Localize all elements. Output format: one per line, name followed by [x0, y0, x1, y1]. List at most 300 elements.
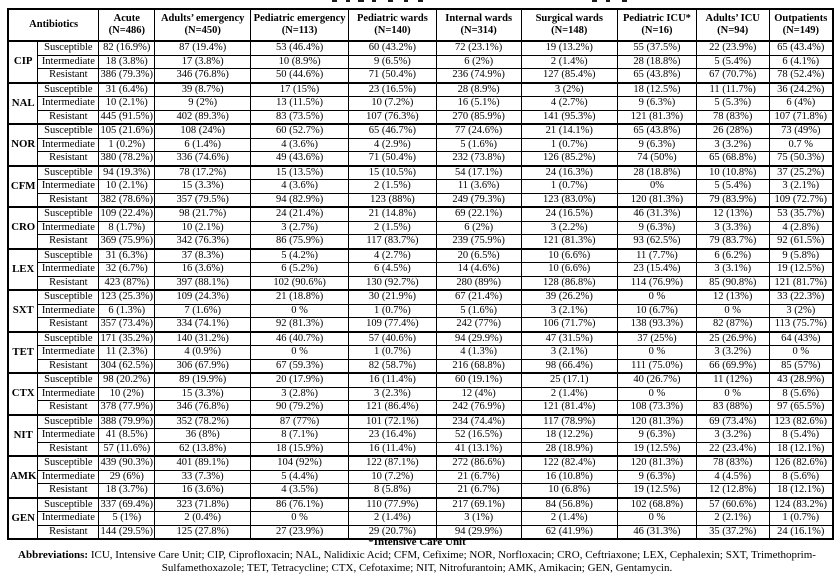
data-cell: 4 (4.5%): [696, 470, 769, 484]
category-cell: Resistant: [38, 401, 99, 415]
data-cell: 401 (89.1%): [155, 456, 251, 470]
data-cell: 83 (73.5%): [251, 110, 349, 124]
data-cell: 111 (75.0%): [618, 359, 697, 373]
table-body: [8, 41, 833, 539]
data-cell: 249 (79.3%): [436, 193, 521, 207]
data-cell: 110 (77.9%): [349, 498, 437, 512]
category-cell: Resistant: [38, 442, 99, 456]
data-cell: 97 (65.5%): [769, 401, 833, 415]
table-row: [8, 166, 833, 180]
antibiotic-abbr-SXT: SXT: [8, 290, 38, 332]
data-cell: 41 (13.1%): [436, 442, 521, 456]
data-cell: 22 (23.4%): [696, 442, 769, 456]
data-cell: 232 (73.8%): [436, 152, 521, 166]
data-cell: 98 (66.4%): [521, 359, 618, 373]
data-cell: 3 (2.2%): [521, 221, 618, 235]
table-row: [8, 207, 833, 221]
data-cell: 10 (2.1%): [99, 180, 155, 194]
data-cell: 171 (35.2%): [100, 332, 154, 344]
data-cell: 125 (27.8%): [155, 525, 251, 539]
data-cell: 9 (2%): [155, 97, 251, 111]
antibiotic-abbr-CTX: CTX: [8, 373, 38, 415]
data-cell: 334 (74.1%): [155, 318, 251, 332]
category-cell: Resistant: [38, 152, 99, 166]
data-cell: 3 (2.1%): [521, 346, 618, 360]
data-cell: 26 (28%): [696, 124, 769, 138]
data-cell: 107 (71.8%): [769, 110, 833, 124]
data-cell: 8 (5.4%): [769, 429, 833, 443]
data-cell: 69 (73.4%): [696, 415, 769, 429]
category-cell: Intermediate: [38, 304, 99, 318]
data-cell: 2 (1.5%): [349, 221, 437, 235]
data-cell: 65 (43.8%): [618, 69, 697, 83]
data-cell: 346 (76.8%): [155, 401, 251, 415]
data-cell: 60 (19.1%): [436, 373, 521, 387]
data-cell: 323 (71.8%): [155, 498, 251, 512]
col-header-4: Pediatric wards (N=140): [349, 9, 437, 41]
data-cell: 280 (89%): [436, 276, 521, 290]
data-cell: 3 (2.3%): [349, 387, 437, 401]
category-cell: Resistant: [38, 235, 99, 249]
category-cell: Resistant: [38, 525, 99, 539]
category-cell: Intermediate: [38, 221, 99, 235]
data-cell: 9 (6.3%): [618, 97, 697, 111]
category-cell: Intermediate: [38, 55, 99, 69]
data-cell: 18 (3.8%): [99, 55, 155, 69]
data-cell: 117 (78.9%): [521, 415, 618, 429]
category-cell: Resistant: [38, 276, 99, 290]
data-cell: 4 (2.9%): [349, 138, 437, 152]
data-cell: 10 (6.6%): [521, 263, 618, 277]
data-cell: 2 (0.4%): [155, 512, 251, 526]
data-cell: 5 (4.2%): [251, 249, 349, 263]
data-cell: 0%: [618, 180, 697, 194]
data-cell: 0 %: [618, 290, 697, 304]
data-cell: 69 (22.1%): [436, 207, 521, 221]
antibiotic-abbr-NIT: NIT: [8, 415, 38, 457]
table-row: [8, 456, 833, 470]
data-cell: 65 (46.7%): [349, 124, 437, 138]
data-cell: 46 (31.3%): [618, 525, 697, 539]
data-cell: 18 (12.1%): [769, 484, 833, 498]
data-cell: 1 (0.7%): [521, 180, 618, 194]
antibiotic-resistance-table: [7, 8, 834, 540]
data-cell: 108 (24%): [155, 124, 251, 138]
data-cell: 37 (25.2%): [769, 166, 833, 180]
data-cell: 37 (8.3%): [155, 249, 251, 263]
data-cell: 83 (88%): [696, 401, 769, 415]
data-cell: 52 (16.5%): [436, 429, 521, 443]
data-cell: 114 (76.9%): [618, 276, 697, 290]
data-cell: 78 (83%): [696, 110, 769, 124]
data-cell: 3 (2%): [521, 83, 618, 97]
data-cell: 3 (2.8%): [251, 387, 349, 401]
category-cell: Intermediate: [38, 263, 99, 277]
table-row: [8, 97, 833, 111]
table-header: [8, 9, 833, 41]
table-row: [8, 235, 833, 249]
data-cell: 19 (12.5%): [618, 484, 697, 498]
category-cell: Resistant: [38, 110, 99, 124]
data-cell: 6 (2%): [436, 221, 521, 235]
data-cell: 121 (81.3%): [618, 110, 697, 124]
category-cell: Susceptible: [38, 415, 99, 429]
data-cell: 89 (19.9%): [155, 373, 251, 387]
table-row: [8, 304, 833, 318]
data-cell: 17 (15%): [251, 83, 349, 97]
col-header-1: Acute (N=486): [99, 9, 155, 41]
category-cell: Susceptible: [38, 207, 99, 221]
data-cell: 306 (67.9%): [155, 359, 251, 373]
data-cell: 236 (74.9%): [436, 69, 521, 83]
data-cell: 98 (20.2%): [99, 373, 155, 387]
table-row: [8, 373, 833, 387]
data-cell: 3 (3.2%): [696, 138, 769, 152]
data-cell: 15 (10.5%): [349, 166, 437, 180]
category-cell: Susceptible: [38, 41, 99, 55]
data-cell: 31 (6.4%): [99, 83, 155, 97]
data-cell: 10 (7.2%): [349, 97, 437, 111]
data-cell: 4 (2.7%): [349, 249, 437, 263]
data-cell: 43 (28.9%): [769, 373, 833, 387]
data-cell: 6 (1.4%): [155, 138, 251, 152]
data-cell: 1 (0.7%): [769, 512, 833, 526]
data-cell: 57 (11.6%): [99, 442, 155, 456]
antibiotic-abbr-GEN: GEN: [8, 498, 38, 540]
data-cell: 123 (83.0%): [521, 193, 618, 207]
data-cell: 21 (18.8%): [251, 290, 349, 304]
data-cell: 94 (29.9%): [436, 332, 521, 346]
antibiotic-abbr-NAL: NAL: [8, 83, 38, 125]
data-cell: 94 (82.9%): [251, 193, 349, 207]
data-cell: 117 (83.7%): [349, 235, 437, 249]
table-row: [8, 152, 833, 166]
data-cell: 16 (5.1%): [436, 97, 521, 111]
data-cell: 32 (6.7%): [99, 263, 155, 277]
table-row: [8, 69, 833, 83]
data-cell: 8 (1.7%): [99, 221, 155, 235]
data-cell: 242 (77%): [436, 318, 521, 332]
antibiotic-abbr-NOR: NOR: [8, 124, 38, 166]
data-cell: 24 (16.3%): [521, 166, 618, 180]
data-cell: 27 (23.9%): [251, 525, 349, 539]
data-cell: 21 (6.7%): [436, 470, 521, 484]
data-cell: 57 (60.6%): [696, 498, 769, 512]
data-cell: 3 (2.1%): [769, 180, 833, 194]
data-cell: 29 (6%): [99, 470, 155, 484]
data-cell: 39 (8.7%): [155, 83, 251, 97]
table-row: [8, 318, 833, 332]
category-cell: Intermediate: [38, 387, 99, 401]
data-cell: 12 (12.8%): [696, 484, 769, 498]
table-row: [8, 484, 833, 498]
data-cell: 78 (83%): [696, 456, 769, 470]
table-row: [8, 55, 833, 69]
category-cell: Susceptible: [38, 456, 99, 470]
category-cell: Susceptible: [38, 249, 99, 263]
data-cell: 357 (79.5%): [155, 193, 251, 207]
data-cell: 0 %: [251, 304, 349, 318]
data-cell: 242 (76.9%): [436, 401, 521, 415]
data-cell: 12 (13%): [696, 207, 769, 221]
data-cell: 10 (8.9%): [251, 55, 349, 69]
category-cell: Resistant: [38, 359, 99, 373]
data-cell: 18 (15.9%): [251, 442, 349, 456]
table-row: [8, 429, 833, 443]
data-cell: 380 (78.2%): [99, 152, 155, 166]
data-cell: 121 (86.4%): [349, 401, 437, 415]
data-cell: 124 (83.2%): [769, 498, 833, 512]
data-cell: 10 (10.8%): [696, 166, 769, 180]
data-cell: 109 (22.4%): [100, 208, 154, 219]
data-cell: 0 %: [618, 346, 697, 360]
table-row: [8, 415, 833, 429]
antibiotic-abbr-CIP: CIP: [8, 41, 38, 83]
data-cell: 6 (2%): [436, 55, 521, 69]
data-cell: 75 (50.3%): [769, 152, 833, 166]
data-cell: 122 (82.4%): [521, 456, 618, 470]
category-cell: Susceptible: [38, 290, 99, 304]
data-cell: 57 (40.6%): [349, 332, 437, 346]
data-cell: 382 (78.6%): [99, 193, 155, 207]
data-cell: 50 (44.6%): [251, 69, 349, 83]
category-cell: Resistant: [38, 318, 99, 332]
data-cell: 65 (43.4%): [769, 41, 833, 55]
antibiotic-abbr-TET: TET: [8, 332, 38, 374]
data-cell: 72 (23.1%): [436, 41, 521, 55]
data-cell: 46 (31.3%): [618, 207, 697, 221]
table-row: [8, 401, 833, 415]
table-row: [8, 138, 833, 152]
antibiotic-abbr-CRO: CRO: [8, 207, 38, 249]
table-row: [8, 83, 833, 97]
data-cell: 6 (4.5%): [349, 263, 437, 277]
data-cell: 16 (11.4%): [349, 373, 437, 387]
data-cell: 65 (43.8%): [618, 124, 697, 138]
data-cell: 25 (17.1): [521, 373, 618, 387]
data-cell: 10 (7.2%): [349, 470, 437, 484]
data-cell: 49 (43.6%): [251, 152, 349, 166]
data-cell: 18 (12.2%): [521, 429, 618, 443]
table-row: [8, 442, 833, 456]
data-cell: 47 (31.5%): [521, 332, 618, 346]
data-cell: 28 (8.9%): [436, 83, 521, 97]
data-cell: 3 (2%): [769, 304, 833, 318]
data-cell: 121 (81.4%): [521, 401, 618, 415]
data-cell: 78 (52.4%): [769, 69, 833, 83]
data-cell: 24 (21.4%): [251, 207, 349, 221]
data-cell: 53 (35.7%): [769, 207, 833, 221]
data-cell: 1 (0.7%): [349, 346, 437, 360]
data-cell: 106 (71.7%): [521, 318, 618, 332]
data-cell: 5 (1%): [99, 512, 155, 526]
data-cell: 7 (1.6%): [155, 304, 251, 318]
data-cell: 3 (2.7%): [251, 221, 349, 235]
data-cell: 19 (12.5%): [618, 442, 697, 456]
data-cell: 4 (0.9%): [155, 346, 251, 360]
data-cell: 66 (69.9%): [696, 359, 769, 373]
data-cell: 33 (7.3%): [155, 470, 251, 484]
data-cell: 304 (62.5%): [99, 359, 155, 373]
data-cell: 11 (7.7%): [618, 249, 697, 263]
data-cell: 0 %: [618, 387, 697, 401]
data-cell: 16 (3.6%): [155, 263, 251, 277]
data-cell: 86 (76.1%): [251, 498, 349, 512]
data-cell: 122 (87.1%): [349, 456, 437, 470]
data-cell: 84 (56.8%): [521, 498, 618, 512]
data-cell: 23 (15.4%): [618, 263, 697, 277]
data-cell: 107 (76.3%): [349, 110, 437, 124]
table-row: [8, 124, 833, 138]
table-row: [8, 276, 833, 290]
data-cell: 113 (75.7%): [769, 318, 833, 332]
col-header-3: Pediatric emergency (N=113): [251, 9, 349, 41]
data-cell: 8 (5.6%): [769, 470, 833, 484]
data-cell: 6 (4.1%): [769, 55, 833, 69]
data-cell: 16 (10.8%): [521, 470, 618, 484]
data-cell: 19 (13.2%): [521, 41, 618, 55]
data-cell: 123 (25.3%): [100, 291, 154, 302]
data-cell: 36 (24.2%): [769, 83, 833, 97]
table-row: [8, 512, 833, 526]
data-cell: 10 (6.7%): [618, 304, 697, 318]
col-header-antibiotics: Antibiotics: [8, 9, 99, 41]
data-cell: 138 (93.3%): [618, 318, 697, 332]
data-cell: 78 (17.2%): [155, 166, 251, 180]
data-cell: 67 (70.7%): [696, 69, 769, 83]
data-cell: 93 (62.5%): [618, 235, 697, 249]
data-cell: 94 (19.3%): [99, 166, 155, 180]
data-cell: 46 (40.7%): [251, 332, 349, 346]
data-cell: 128 (86.8%): [521, 276, 618, 290]
data-cell: 87 (77%): [251, 415, 349, 429]
data-cell: 9 (6.3%): [618, 470, 697, 484]
data-cell: 30 (21.9%): [349, 290, 437, 304]
data-cell: 0 %: [696, 387, 769, 401]
data-cell: 0 %: [618, 512, 697, 526]
category-cell: Resistant: [38, 69, 99, 83]
data-cell: 0 %: [251, 512, 349, 526]
data-cell: 0.7 %: [769, 138, 833, 152]
data-cell: 11 (11.7%): [696, 83, 769, 97]
data-cell: 21 (6.7%): [436, 484, 521, 498]
data-cell: 98 (21.7%): [155, 207, 251, 221]
data-cell: 29 (20.7%): [349, 525, 437, 539]
data-cell: 9 (6.5%): [349, 55, 437, 69]
data-cell: 5 (4.4%): [251, 470, 349, 484]
category-cell: Susceptible: [38, 166, 99, 180]
col-header-8: Adults’ ICU (N=94): [696, 9, 769, 41]
data-cell: 9 (6.3%): [618, 138, 697, 152]
data-cell: 90 (79.2%): [251, 401, 349, 415]
data-cell: 4 (2.8%): [769, 221, 833, 235]
data-cell: 104 (92%): [251, 456, 349, 470]
category-cell: Intermediate: [38, 180, 99, 194]
data-cell: 82 (16.9%): [99, 41, 155, 55]
data-cell: 74 (50%): [618, 152, 697, 166]
data-cell: 11 (12%): [696, 373, 769, 387]
table-row: [8, 290, 833, 304]
data-cell: 24 (16.5%): [521, 207, 618, 221]
data-cell: 22 (23.9%): [696, 41, 769, 55]
data-cell: 65 (68.8%): [696, 152, 769, 166]
data-cell: 36 (8%): [155, 429, 251, 443]
data-cell: 77 (24.6%): [436, 124, 521, 138]
data-cell: 55 (37.5%): [618, 41, 697, 55]
col-header-6: Surgical wards (N=148): [521, 9, 618, 41]
data-cell: 423 (87%): [99, 276, 155, 290]
data-cell: 123 (82.6%): [769, 415, 833, 429]
data-cell: 1 (0.7%): [521, 138, 618, 152]
data-cell: 20 (17.9%): [251, 373, 349, 387]
data-cell: 2 (1.5%): [349, 180, 437, 194]
category-cell: Resistant: [38, 193, 99, 207]
data-cell: 9 (6.3%): [618, 221, 697, 235]
category-cell: Intermediate: [38, 470, 99, 484]
data-cell: 0 %: [769, 346, 833, 360]
data-cell: 21 (14.1%): [521, 124, 618, 138]
data-cell: 82 (58.7%): [349, 359, 437, 373]
category-cell: Intermediate: [38, 429, 99, 443]
data-cell: 140 (31.2%): [155, 332, 251, 346]
data-cell: 378 (77.9%): [99, 401, 155, 415]
data-cell: 1 (0.7%): [349, 304, 437, 318]
category-cell: Resistant: [38, 484, 99, 498]
data-cell: 60 (52.7%): [251, 124, 349, 138]
data-cell: 5 (1.6%): [436, 304, 521, 318]
data-cell: 79 (83.7%): [696, 235, 769, 249]
table-row: [8, 359, 833, 373]
data-cell: 2 (1.4%): [521, 512, 618, 526]
data-cell: 402 (89.3%): [155, 110, 251, 124]
data-cell: 2 (1.4%): [521, 387, 618, 401]
data-cell: 6 (6.2%): [696, 249, 769, 263]
data-cell: 239 (75.9%): [436, 235, 521, 249]
data-cell: 5 (1.6%): [436, 138, 521, 152]
data-cell: 126 (85.2%): [521, 152, 618, 166]
data-cell: 6 (1.3%): [99, 304, 155, 318]
abbreviations-label: Abbreviations:: [18, 549, 89, 561]
antibiotic-abbr-AMK: AMK: [8, 456, 38, 498]
data-cell: 6 (5.2%): [251, 263, 349, 277]
data-cell: 369 (75.9%): [99, 235, 155, 249]
data-cell: 342 (76.3%): [155, 235, 251, 249]
data-cell: 445 (91.5%): [99, 110, 155, 124]
col-header-7: Pediatric ICU* (N=16): [618, 9, 697, 41]
table-row: [8, 193, 833, 207]
category-cell: Susceptible: [38, 498, 99, 512]
data-cell: 35 (37.2%): [696, 525, 769, 539]
data-cell: 9 (6.3%): [618, 429, 697, 443]
data-cell: 5 (5.4%): [696, 55, 769, 69]
data-cell: 71 (50.4%): [349, 152, 437, 166]
data-cell: 216 (68.8%): [436, 359, 521, 373]
data-cell: 10 (2.1%): [155, 221, 251, 235]
data-cell: 23 (16.5%): [349, 83, 437, 97]
data-cell: 109 (24.3%): [155, 290, 251, 304]
data-cell: 3 (1%): [436, 512, 521, 526]
data-cell: 87 (19.4%): [155, 41, 251, 55]
category-cell: Susceptible: [38, 124, 99, 138]
table-footnote: *Intensive Care Unit: [368, 536, 466, 548]
data-cell: 18 (12.5%): [618, 83, 697, 97]
data-cell: 120 (81.3%): [618, 456, 697, 470]
data-cell: 121 (81.7%): [769, 276, 833, 290]
data-cell: 16 (3.6%): [155, 484, 251, 498]
table-row: [8, 41, 833, 55]
data-cell: 71 (50.4%): [349, 69, 437, 83]
data-cell: 23 (16.4%): [349, 429, 437, 443]
